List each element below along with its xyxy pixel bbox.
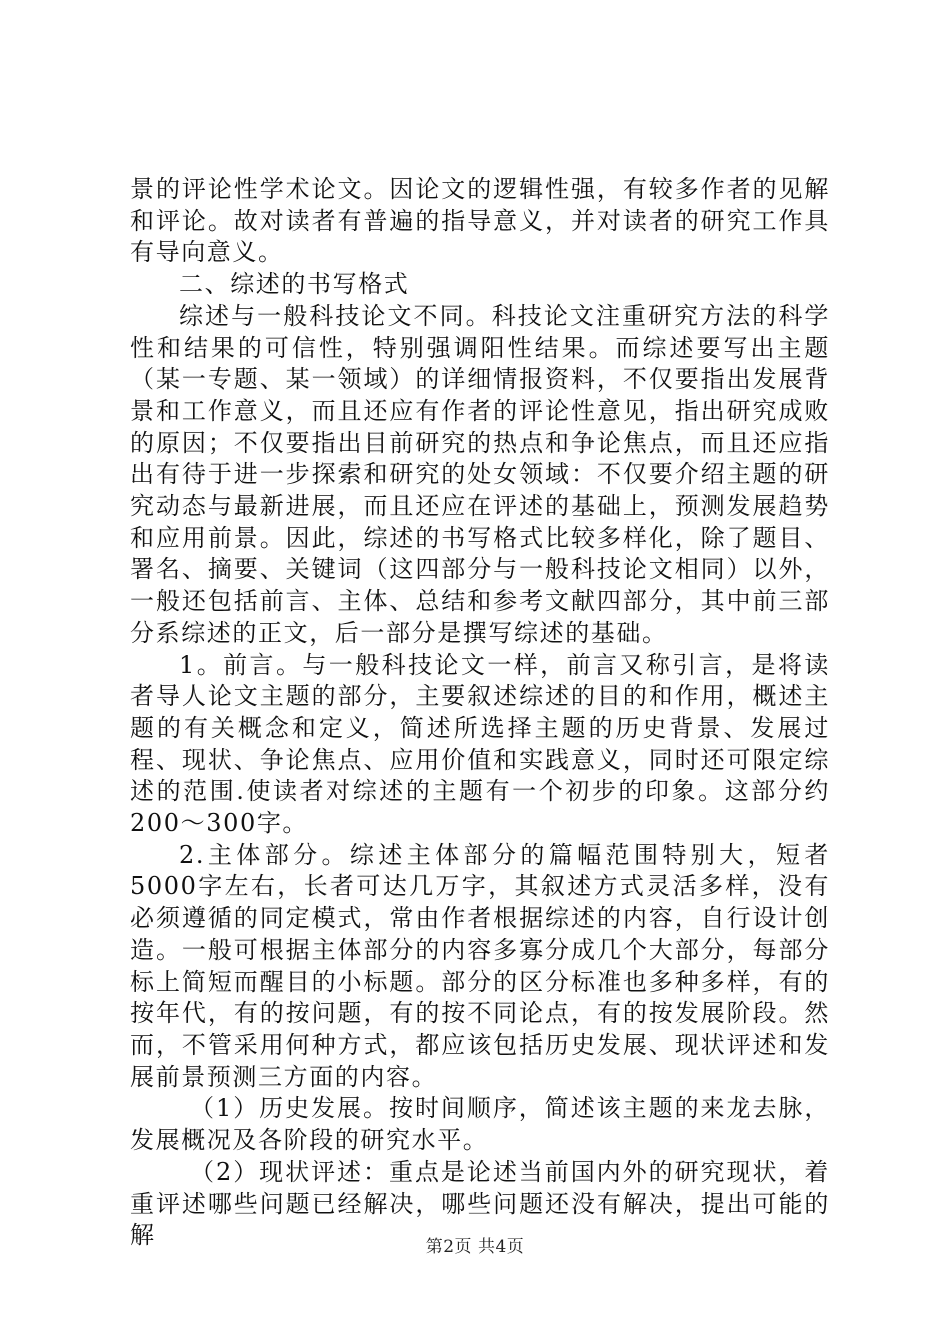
paragraph-status-review: （2）现状评述：重点是论述当前国内外的研究现状，着重评述哪些问题已经解决，哪些问题还没有解决，提出可能的解 (130, 1157, 830, 1250)
page-number-label: 第2页 共4页 (425, 1237, 525, 1257)
page-footer (0, 1236, 950, 1258)
paragraph-history: （1）历史发展。按时间顺序，简述该主题的来龙去脉，发展概况及各阶段的研究水平。 (130, 1094, 830, 1155)
section-heading: 二、综述的书写格式 (179, 270, 410, 299)
paragraph-format-overview: 综述与一般科技论文不同。科技论文注重研究方法的科学性和结果的可信性，特别强调阳性结果。而综述要写出主题（某一专题、某一领域）的详细情报资料，不仅要指出发展背景和工作意义，而且还应有作者的评论性意见，指出研究成败的原因；不仅要指出目前研究的热点和争论焦点，而且还应指出有待于进一步探索和研究的处女领域：不仅要介绍主题的研究动态与最新进展，而且还应在评述的基础上，预测发展趋势和应用前景。因此，综述的书写格式比较多样化，除了题目、署名、摘要、关键词（这四部分与一般科技论文相同）以外，一般还包括前言、主体、总结和参考文献四部分，其中前三部分系综述的正文，后一部分是撰写综述的基础。 (130, 301, 830, 647)
paragraph-continuation: 景的评论性学术论文。因论文的逻辑性强，有较多作者的见解和评论。故对读者有普遍的指导意义，并对读者的研究工作具有导向意义。 (130, 175, 830, 267)
paragraph-main-body: 2.主体部分。综述主体部分的篇幅范围特别大，短者5000字左右，长者可达几万字，其叙述方式灵活多样，没有必须遵循的同定模式，常由作者根据综述的内容，自行设计创造。一般可根据主体部分的内容多寡分成几个大部分，每部分标上简短而醒目的小标题。部分的区分标准也多种多样，有的按年代，有的按问题，有的按不同论点，有的按发展阶段。然而，不管采用何种方式，都应该包括历史发展、现状评述和发展前景预测三方面的内容。 (130, 840, 830, 1091)
body-text (130, 174, 830, 1252)
paragraph-preface: 1。前言。与一般科技论文一样，前言又称引言，是将读者导人论文主题的部分，主要叙述综述的目的和作用，概述主题的有关概念和定义，简述所选择主题的历史背景、发展过程、现状、争论焦点、应用价值和实践意义，同时还可限定综述的范围.使读者对综述的主题有一个初步的印象。这部分约200～300字。 (130, 650, 830, 838)
